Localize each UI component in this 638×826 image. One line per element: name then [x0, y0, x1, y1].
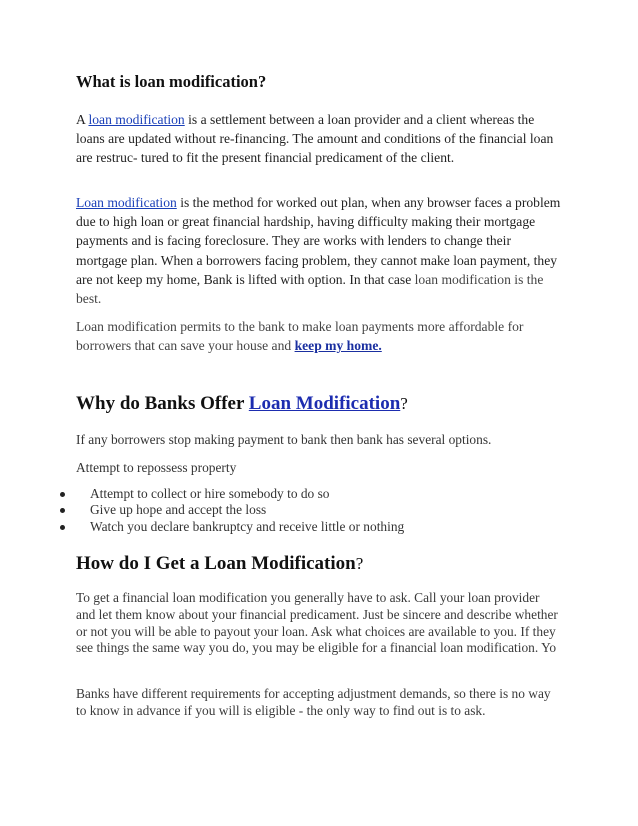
text-span: Loan modification permits to the bank to make loan payments more affordable for borrowers that can save your house and: [76, 319, 524, 354]
paragraph-repossess: Attempt to repossess property: [76, 460, 237, 475]
paragraph-how-to-get: To get a financial loan modification you generally have to ask. Call your loan provider and let them know about your financial predicament. Just be sincere and describe whether or not you will be able to payout your loan. Ask what choices are available to you. If they see things the same way you do, you may be eligible for a financial loan modification. Yo: [76, 590, 558, 656]
paragraph-method: [76, 193, 562, 308]
heading-text: How do I Get a Loan Modification: [76, 553, 356, 574]
loan-modification-link-2[interactable]: Loan modification: [76, 195, 177, 210]
heading-suffix: ?: [400, 394, 408, 413]
bullet-icon: [60, 508, 65, 513]
bullet-icon: [60, 492, 65, 497]
list-item-text: Attempt to collect or hire somebody to do so: [90, 486, 330, 501]
text-span: loan modification is the best.: [76, 271, 544, 307]
paragraph-requirements: Banks have different requirements for accepting adjustment demands, so there is no way to know in advance if you will is eligible - the only way to find out is to ask.: [76, 686, 551, 718]
text-span: A: [76, 112, 89, 127]
loan-modification-heading-link[interactable]: Loan Modification: [248, 393, 401, 414]
text-span: is a settlement between a loan provider and a client whereas the loans are updated without re-financing. The amount and conditions of the financial loan are restruc- tured to fit the present financial predicament of the client.: [76, 112, 554, 166]
options-bullet-list: [60, 486, 404, 535]
heading-why-do-banks-offer: [76, 393, 408, 415]
list-item-text: Give up hope and accept the loss: [90, 502, 267, 518]
loan-modification-link[interactable]: loan modification: [88, 112, 185, 127]
keep-my-home-link[interactable]: keep my home.: [294, 338, 382, 354]
list-item: [60, 486, 404, 502]
heading-suffix: ?: [355, 554, 364, 573]
heading-what-is-loan-modification: What is loan modification?: [76, 72, 267, 91]
list-item: [60, 502, 404, 518]
paragraph-definition: [76, 110, 562, 168]
list-item-text: Watch you declare bankruptcy and receive little or nothing: [90, 518, 405, 534]
paragraph-options: If any borrowers stop making payment to bank then bank has several options.: [76, 432, 492, 447]
list-item: [60, 519, 404, 535]
heading-text: Why do Banks Offer: [76, 393, 249, 414]
text-span: is the method for worked out plan, when any browser faces a problem due to high loan or great financial hardship, having difficulty making their mortgage payments and is facing foreclosure. They are works with lenders to change their mortgage plan. When a borrowers facing problem, they cannot make loan payment, they are not keep my home, Bank is lifted with option. In that case: [76, 195, 561, 287]
paragraph-permits: [76, 317, 562, 355]
bullet-icon: [60, 525, 65, 530]
heading-how-do-i-get: [76, 553, 363, 575]
